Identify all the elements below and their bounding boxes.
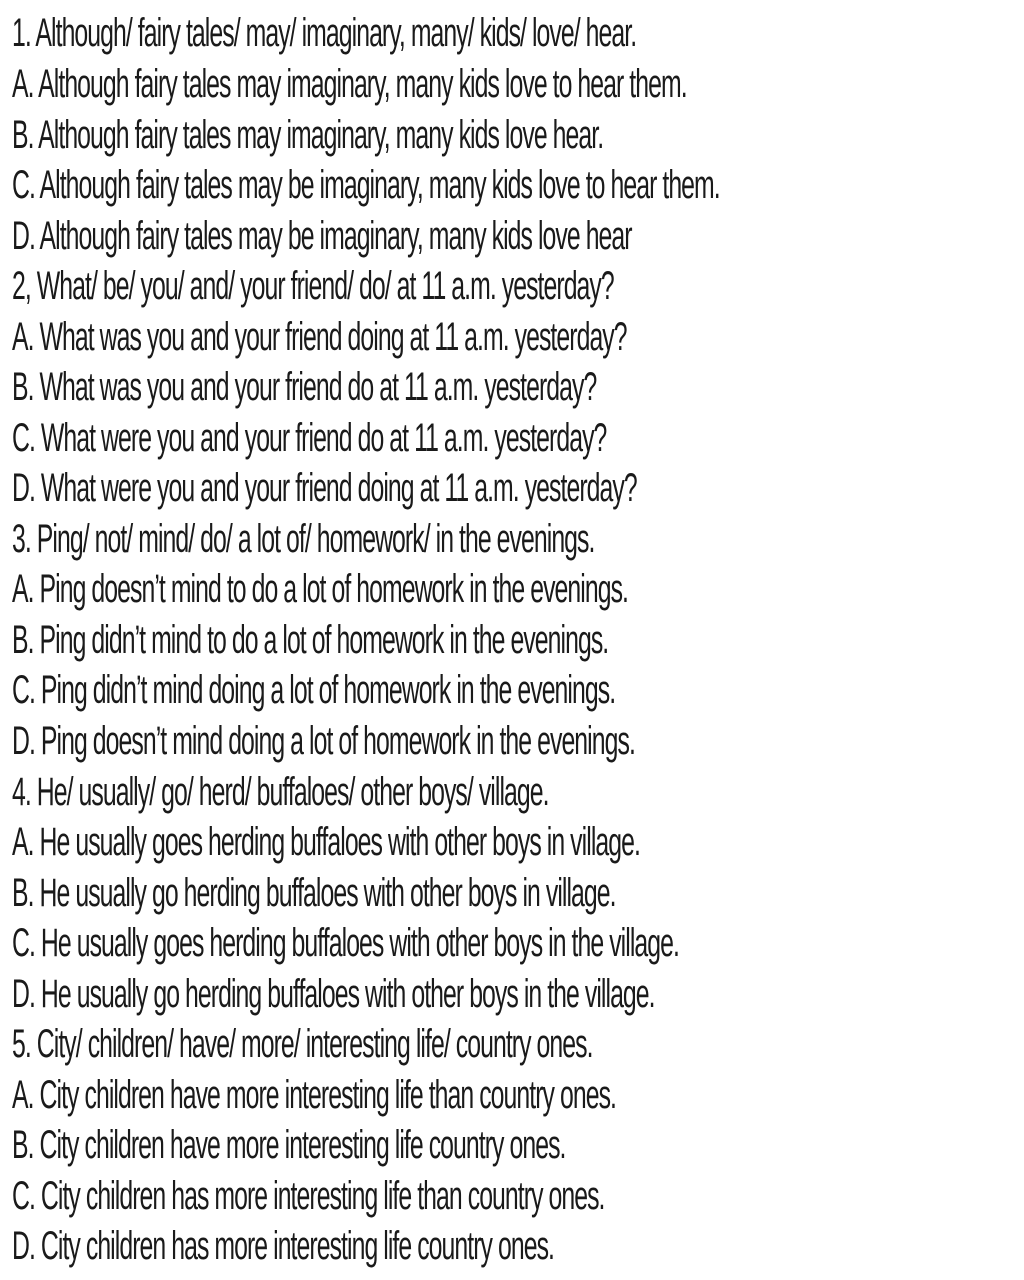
question-3-prompt: 3. Ping/ not/ mind/ do/ a lot of/ homework/ in the evenings. [12, 517, 595, 561]
question-4-option-a: A. He usually goes herding buffaloes with other boys in village. [12, 820, 640, 864]
question-1-option-b: B. Although fairy tales may imaginary, many kids love hear. [12, 113, 604, 157]
question-2-option-a: A. What was you and your friend doing at 11 a.m. yesterday? [12, 315, 627, 359]
question-5-option-a: A. City children have more interesting life than country ones. [12, 1073, 617, 1117]
question-2-option-d: D. What were you and your friend doing at 11 a.m. yesterday? [12, 466, 637, 510]
question-2-prompt: 2, What/ be/ you/ and/ your friend/ do/ at 11 a.m. yesterday? [12, 264, 614, 308]
question-4-option-b: B. He usually go herding buffaloes with other boys in village. [12, 871, 616, 915]
question-5-prompt: 5. City/ children/ have/ more/ interesting life/ country ones. [12, 1022, 593, 1066]
question-4-option-c: C. He usually goes herding buffaloes with other boys in the village. [12, 921, 679, 965]
question-5-option-c: C. City children has more interesting life than country ones. [12, 1174, 605, 1218]
question-3-option-c: C. Ping didn’t mind doing a lot of homework in the evenings. [12, 668, 616, 712]
question-2-option-b: B. What was you and your friend do at 11 a.m. yesterday? [12, 365, 597, 409]
question-3-option-a: A. Ping doesn’t mind to do a lot of homework in the evenings. [12, 567, 629, 611]
question-1-option-a: A. Although fairy tales may imaginary, many kids love to hear them. [12, 62, 687, 106]
question-1-prompt: 1. Although/ fairy tales/ may/ imaginary, many/ kids/ love/ hear. [12, 11, 637, 55]
question-2-option-c: C. What were you and your friend do at 11 a.m. yesterday? [12, 416, 607, 460]
question-3-option-b: B. Ping didn’t mind to do a lot of homework in the evenings. [12, 618, 609, 662]
question-5-option-b: B. City children have more interesting life country ones. [12, 1123, 566, 1167]
question-1-option-c: C. Although fairy tales may be imaginary, many kids love to hear them. [12, 163, 720, 207]
question-5-option-d: D. City children has more interesting life country ones. [12, 1224, 555, 1268]
question-1-option-d: D. Although fairy tales may be imaginary, many kids love hear [12, 214, 632, 258]
question-3-option-d: D. Ping doesn’t mind doing a lot of homework in the evenings. [12, 719, 635, 763]
question-4-option-d: D. He usually go herding buffaloes with other boys in the village. [12, 972, 655, 1016]
question-4-prompt: 4. He/ usually/ go/ herd/ buffaloes/ other boys/ village. [12, 770, 549, 814]
